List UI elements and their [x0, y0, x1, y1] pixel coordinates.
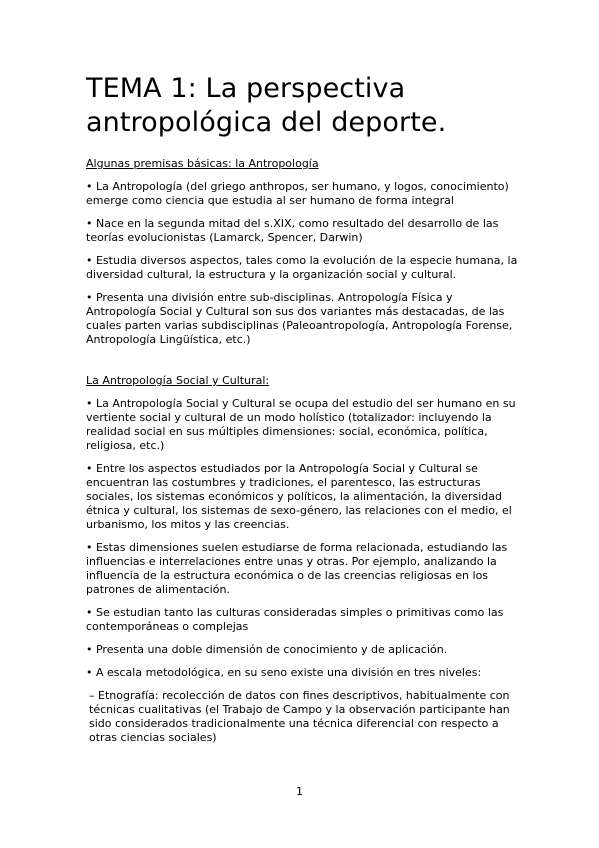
bullet-paragraph: • A escala metodológica, en su seno existe una división en tres niveles: — [86, 666, 482, 679]
title-line-1: TEMA 1: La perspectiva — [86, 73, 406, 104]
sub-item-paragraph: – Etnografía: recolección de datos con fines descriptivos, habitualmente con técnicas cualitativas (el Trabajo de Campo y la observación participante han sido considerados tradicionalmente una técnica diferencial con respecto a otras ciencias sociales) — [89, 689, 510, 744]
bullet-paragraph: • Estudia diversos aspectos, tales como la evolución de la especie humana, la diversidad cultural, la estructura y la organización social y cultural. — [86, 254, 518, 281]
bullet-paragraph: • Entre los aspectos estudiados por la Antropología Social y Cultural se encuentran las costumbres y tradiciones, el parentesco, las estructuras sociales, los sistemas económicos y políticos, la alimentación, la diversidad étnica y cultural, los sistemas de sexo-género, las relaciones con el medio, el urbanismo, los mitos y las creencias. — [86, 462, 512, 531]
page-title — [86, 72, 546, 140]
title-line-2: antropológica del deporte. — [86, 107, 447, 138]
section-antropologia — [86, 157, 526, 356]
section-heading: La Antropología Social y Cultural: — [86, 374, 270, 387]
bullet-paragraph: • Presenta una división entre sub-disciplinas. Antropología Física y Antropología Social y Cultural son sus dos variantes más destacadas, de las cuales parten varias subdisciplinas (Paleoantropología, Antropología Forense, Antropología Lingüística, etc.) — [86, 291, 513, 346]
bullet-paragraph: • Estas dimensiones suelen estudiarse de forma relacionada, estudiando las influencias e interrelaciones entre unas y otras. Por ejemplo, analizando la influencia de la estructura económica o de las creencias religiosas en los patrones de alimentación. — [86, 541, 508, 596]
bullet-paragraph: • Se estudian tanto las culturas consideradas simples o primitivas como las contemporáneas o complejas — [86, 606, 504, 633]
bullet-paragraph: • Presenta una doble dimensión de conocimiento y de aplicación. — [86, 643, 448, 656]
bullet-paragraph: • La Antropología (del griego anthropos, ser humano, y logos, conocimiento) emerge como ciencia que estudia al ser humano de forma integral — [86, 180, 509, 207]
section-heading: Algunas premisas básicas: la Antropología — [86, 157, 319, 170]
page-number: 1 — [296, 785, 303, 798]
bullet-paragraph: • Nace en la segunda mitad del s.XIX, como resultado del desarrollo de las teorías evolucionistas (Lamarck, Spencer, Darwin) — [86, 217, 499, 244]
bullet-paragraph: • La Antropología Social y Cultural se ocupa del estudio del ser humano en su vertiente social y cultural de un modo holístico (totalizador: incluyendo la realidad social en sus múltiples dimensiones: social, económica, política, religiosa, etc.) — [86, 397, 516, 452]
section-antropologia-social-cultural — [86, 374, 526, 754]
